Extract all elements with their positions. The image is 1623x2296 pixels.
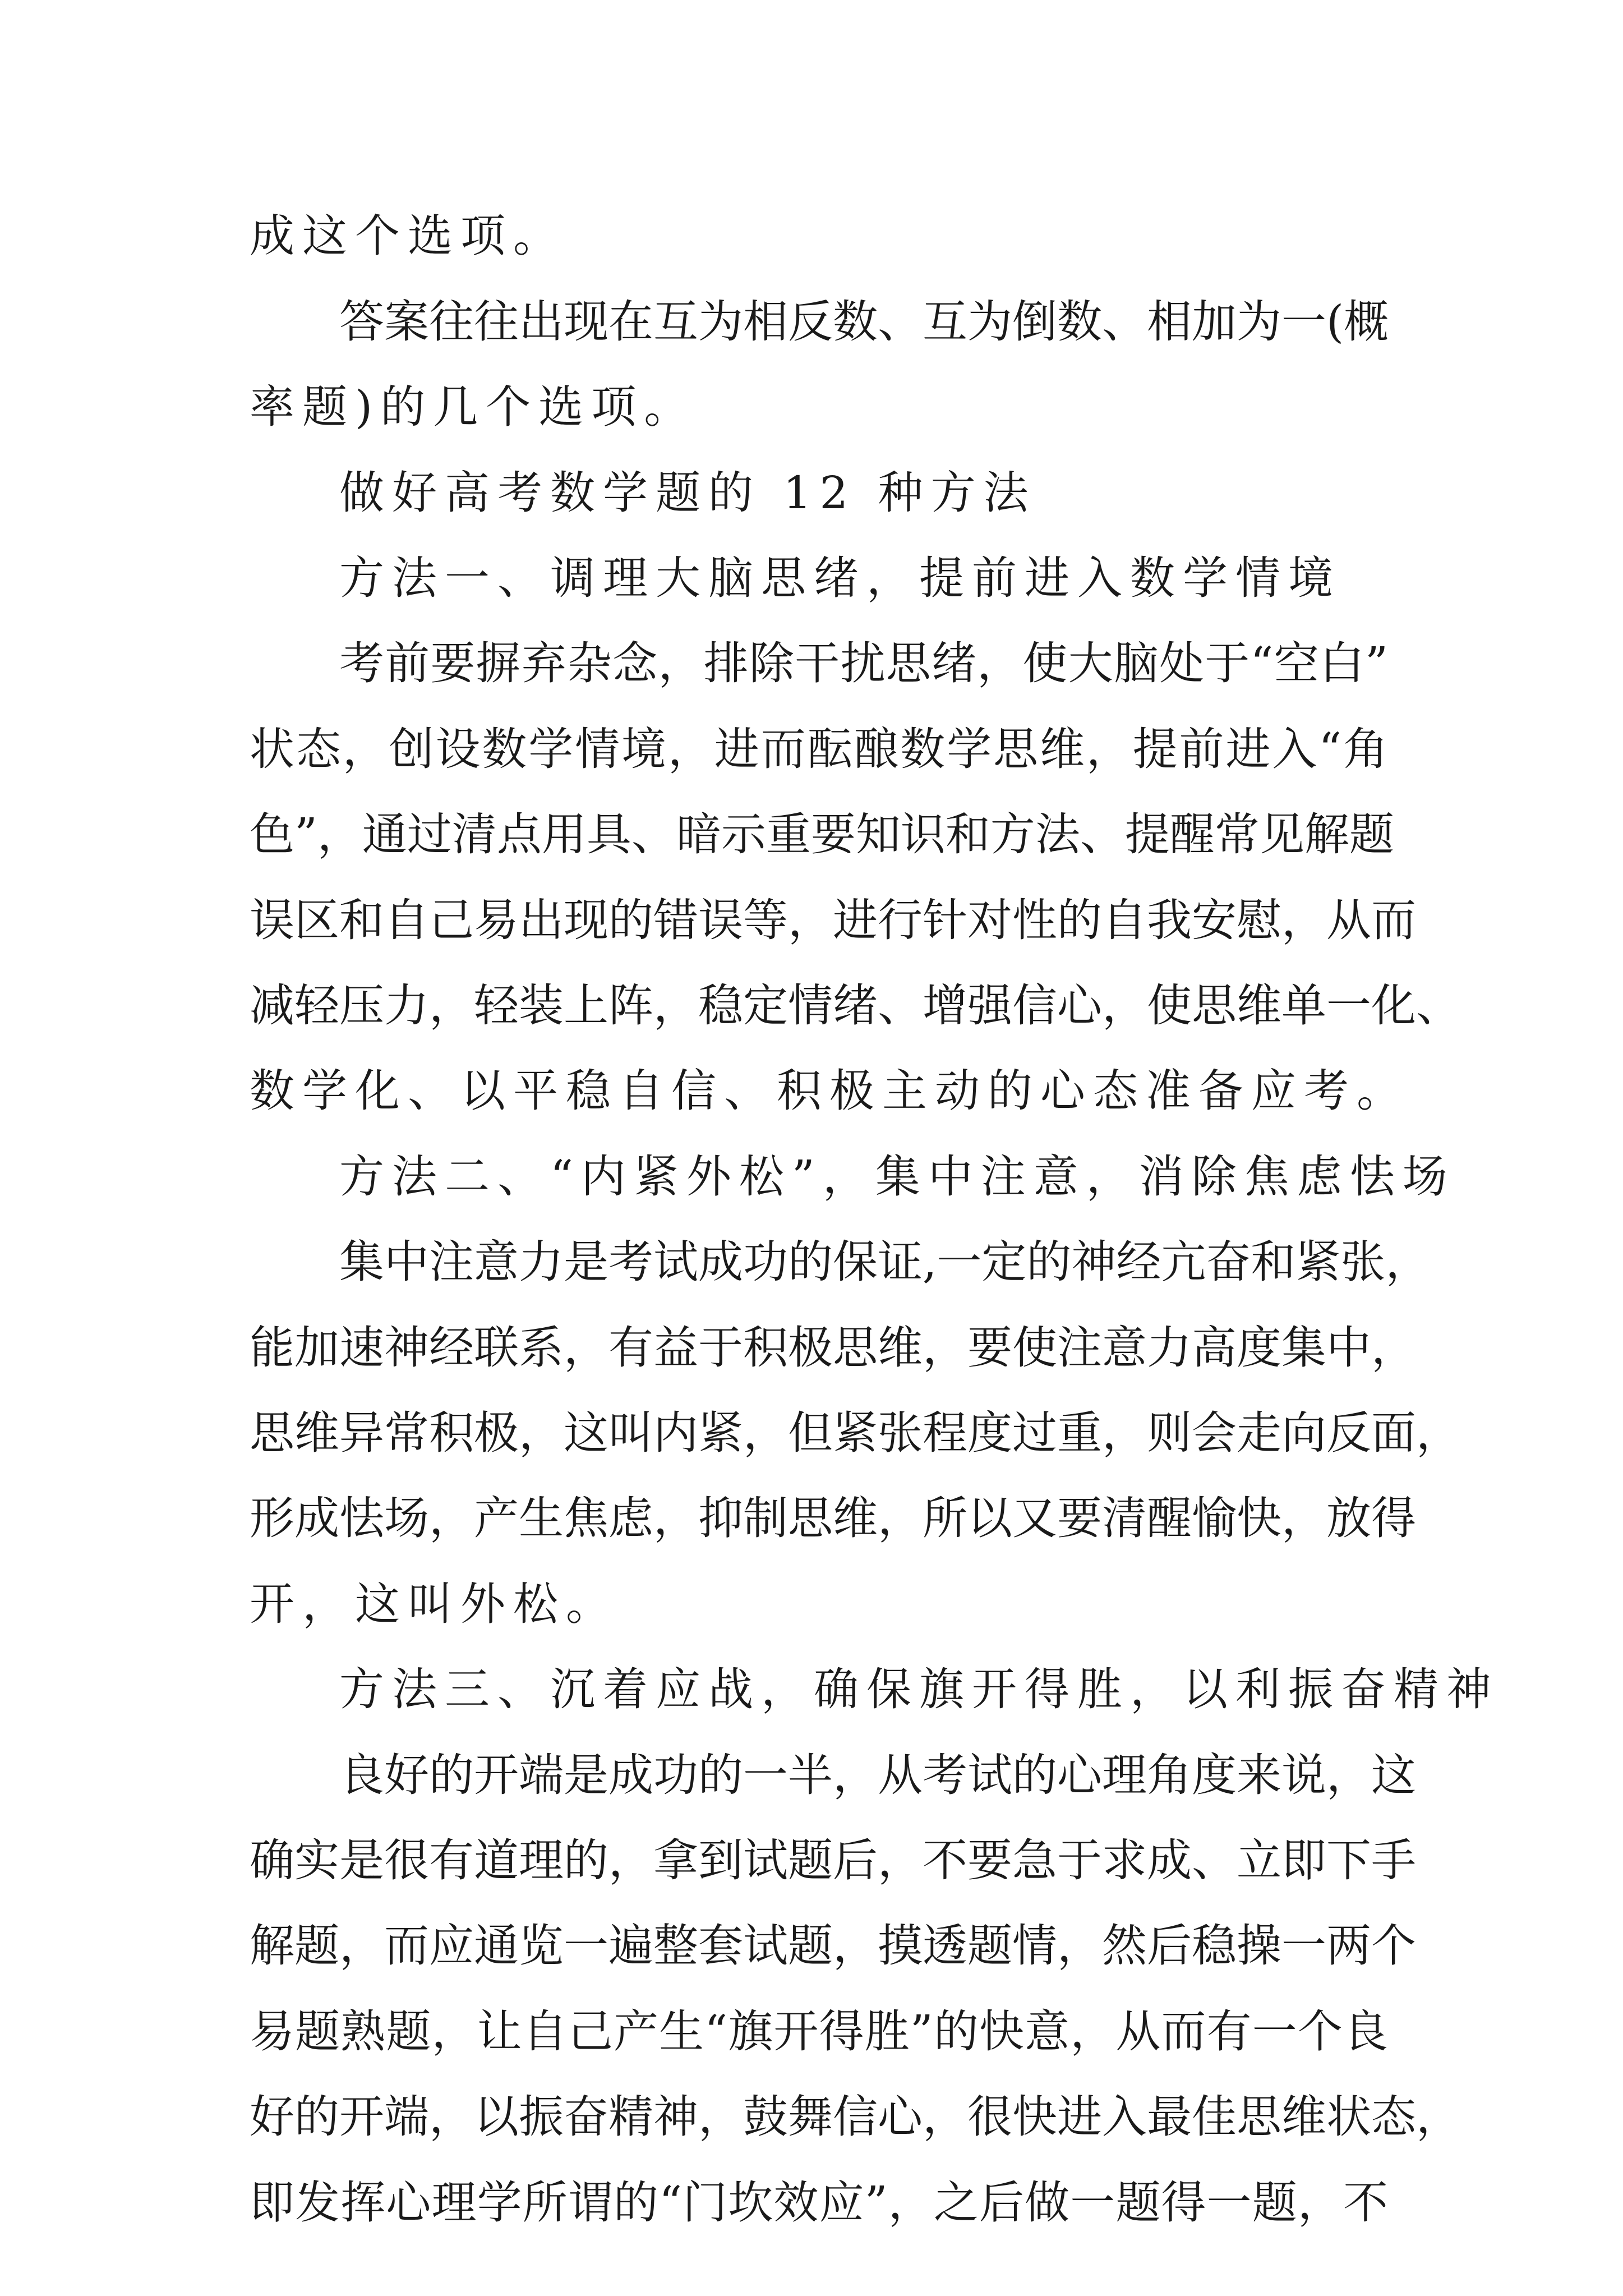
text-line: 即发挥心理学所谓的“门坎效应”，之后做一题得一题，不: [250, 2177, 1388, 2229]
section-heading: 做好高考数学题的 12 种方法: [339, 467, 1036, 519]
text-line: 集中注意力是考试成功的保证,一定的神经亢奋和紧张，: [339, 1236, 1431, 1288]
text-line: 确实是很有道理的，拿到试题后，不要急于求成、立即下手: [250, 1834, 1416, 1887]
method-heading: 方法一、调理大脑思绪，提前进入数学情境: [339, 552, 1341, 604]
text-line: 误区和自己易出现的错误等，进行针对性的自我安慰，从而: [250, 894, 1416, 946]
text-line: 易题熟题，让自己产生“旗开得胜”的快意，从而有一个良: [250, 2005, 1388, 2058]
text-line: 思维异常积极，这叫内紧，但紧张程度过重，则会走向反面，: [250, 1407, 1461, 1459]
method-heading: 方法二、“内紧外松”，集中注意，消除焦虑怯场: [339, 1151, 1455, 1203]
text-line: 答案往往出现在互为相反数、互为倒数、相加为一(概: [339, 296, 1389, 348]
text-line: 数学化、以平稳自信、积极主动的心态准备应考。: [250, 1065, 1409, 1117]
text-line: 考前要摒弃杂念，排除干扰思绪，使大脑处于“空白”: [339, 637, 1388, 689]
text-line: 色”，通过清点用具、暗示重要知识和方法、提醒常见解题: [250, 808, 1394, 861]
text-line: 好的开端，以振奋精神，鼓舞信心，很快进入最佳思维状态，: [250, 2091, 1461, 2143]
text-line: 良好的开端是成功的一半，从考试的心理角度来说，这: [339, 1749, 1416, 1801]
text-line: 形成怯场，产生焦虑，抑制思维，所以又要清醒愉快，放得: [250, 1492, 1416, 1544]
method-heading: 方法三、沉着应战，确保旗开得胜，以利振奋精神: [339, 1663, 1499, 1715]
text-line: 率题)的几个选项。: [250, 381, 697, 433]
text-line: 减轻压力，轻装上阵，稳定情绪、增强信心，使思维单一化、: [250, 979, 1461, 1032]
text-line: 开，这叫外松。: [250, 1578, 619, 1630]
text-line: 能加速神经联系，有益于积极思维，要使注意力高度集中，: [250, 1322, 1416, 1374]
text-line: 解题，而应通览一遍整套试题，摸透题情，然后稳操一两个: [250, 1920, 1416, 1972]
text-line: 成这个选项。: [250, 210, 566, 262]
text-line: 状态，创设数学情境，进而酝酿数学思维，提前进入“角: [250, 723, 1388, 775]
